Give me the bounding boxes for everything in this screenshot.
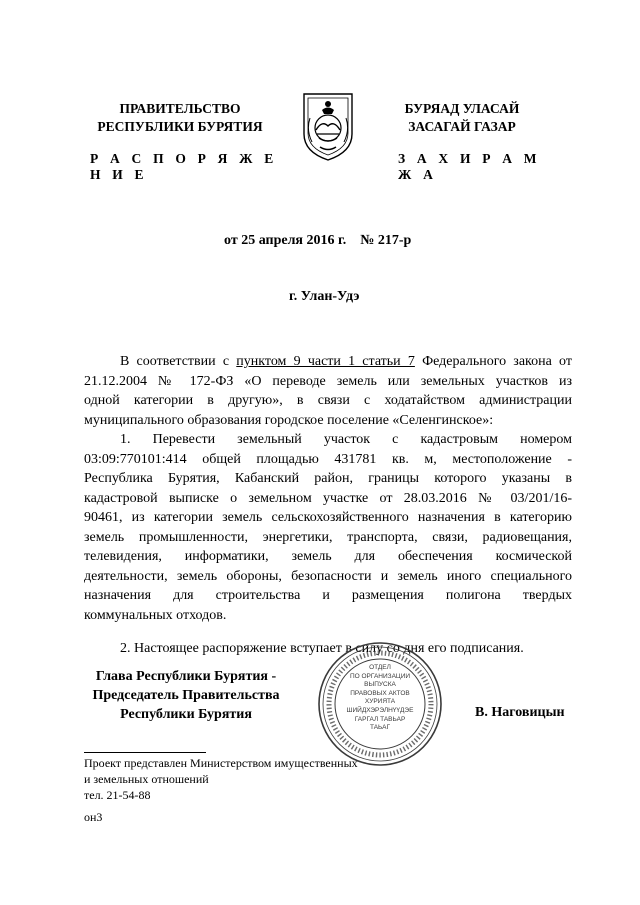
org-name-line2: РЕСПУБЛИКИ БУРЯТИЯ — [97, 119, 263, 134]
official-stamp — [316, 640, 444, 768]
item1-line: 03:09:770101:414 общей площадью 431781 кв. м, местоположение - — [84, 451, 572, 467]
signatory-name: В. Наговицын — [475, 705, 565, 720]
org-name-buryat-line1: БУРЯАД УЛАСАЙ — [404, 101, 520, 116]
stamp-text: ОТДЕЛ ПО ОРГАНИЗАЦИИ ВЫПУСКА ПРАВОВЫХ АКТОВ ХУРИЯТА ШИЙДХЭРЭЛНҮҮДЭЕ ГАРГАЛ ТАВЬАР ТАЬАГ — [346, 664, 414, 732]
item1-line: назначения для строительства и размещения полигона твердых — [84, 588, 572, 603]
coat-of-arms-emblem — [300, 90, 356, 162]
item1-line: кадастровой выписке о земельном участке от 28.03.2016 № 03/201/16- — [84, 490, 572, 506]
document-number: № 217-р — [360, 233, 412, 248]
org-name-buryat-line2: ЗАСАГАЙ ГАЗАР — [408, 119, 516, 134]
document-body — [84, 352, 572, 659]
doc-type-left: Р А С П О Р Я Ж Е Н И Е — [90, 151, 278, 182]
footer-divider — [84, 752, 206, 753]
signatory-title-line1: Глава Республики Бурятия - — [95, 669, 277, 684]
item1-line: Республика Бурятия, Кабанский район, границы которого указаны в — [84, 471, 572, 486]
item1-line: телевидения, информатики, земель для обеспечения космической — [84, 549, 572, 564]
org-name-line1: ПРАВИТЕЛЬСТВО — [119, 101, 241, 116]
body-paragraph-line: В соответствии с пунктом 9 части 1 статьи 7 Федерального закона от — [120, 354, 572, 369]
body-paragraph-line: 21.12.2004 № 172-ФЗ «О переводе земель или земельных участков из — [84, 373, 572, 389]
header-right — [372, 100, 552, 136]
signatory-title-line2: Председатель Правительства — [92, 688, 280, 703]
law-reference-link[interactable]: пунктом 9 части 1 статьи 7 — [236, 354, 415, 369]
doc-type-right: З А Х И Р А М Ж А — [398, 151, 541, 182]
body-paragraph-line: одной категории в другую», в связи с ходатайством администрации — [84, 393, 572, 408]
item1-line: 1. Перевести земельный участок с кадастровым номером — [120, 432, 572, 447]
footer-phone: тел. 21-54-88 — [84, 788, 151, 802]
item1-line: деятельности, земель обороны, безопасности и земель иного специального — [84, 568, 572, 584]
footer-code: он3 — [84, 810, 103, 824]
item1-line: 90461, из категории земель сельскохозяйственного назначения в категорию — [84, 510, 572, 525]
header-left — [90, 100, 270, 136]
item1-line: земель промышленности, энергетики, транспорта, связи, радиовещания, — [84, 529, 572, 545]
signatory-title-line3: Республики Бурятия — [120, 707, 252, 722]
body-paragraph-line: муниципального образования городское поселение «Селенгинское»: — [84, 412, 494, 428]
footer-line1: Проект представлен Министерством имущественных — [84, 756, 358, 770]
item1-line: коммунальных отходов. — [84, 607, 227, 623]
date-number-line — [224, 233, 411, 249]
document-date: от 25 апреля 2016 г. — [224, 233, 347, 248]
city: г. Улан-Удэ — [289, 289, 360, 304]
signatory-title — [84, 667, 288, 724]
footer-note — [84, 755, 404, 803]
item2-paragraph: 2. Настоящее распоряжение вступает в силу со дня его подписания. — [120, 641, 524, 656]
footer-line2: и земельных отношений — [84, 772, 209, 786]
